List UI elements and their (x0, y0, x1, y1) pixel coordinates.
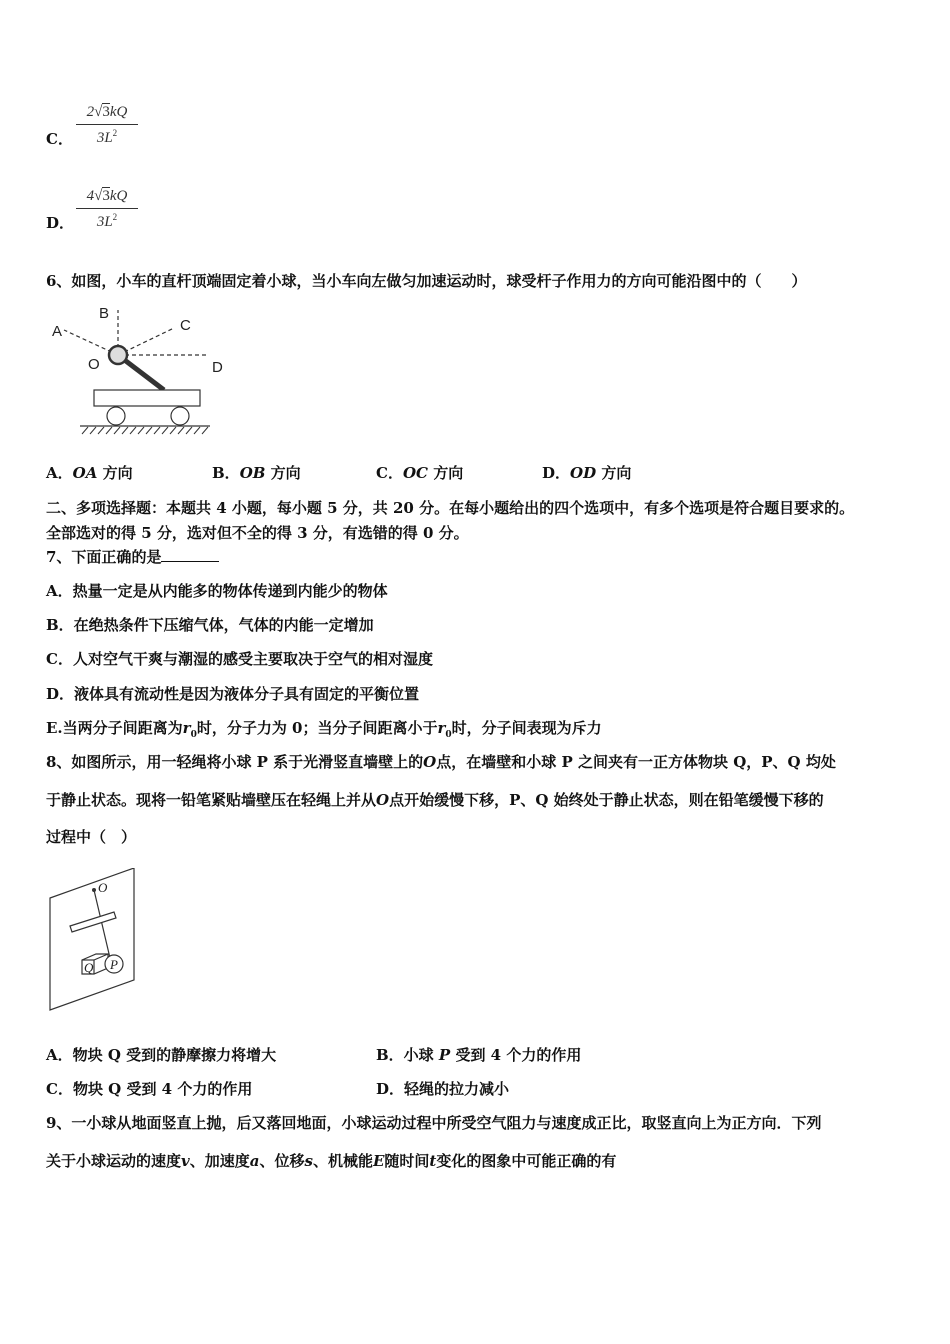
q6-cart-body (94, 390, 200, 406)
q5-c-den: 3L (96, 130, 113, 146)
q8-stem-line1: 8、如图所示，用一轻绳将小球 P 系于光滑竖直墙壁上的O点，在墙壁和小球 P 之间夹有一正方体物块 Q，P、Q 均处 (46, 753, 836, 771)
q6-label-c: C (180, 317, 191, 334)
q5-c-num-coef: 2 (86, 104, 95, 120)
q5-option-c-label: C． (46, 130, 73, 148)
q6-label-b: B (99, 305, 110, 322)
q8-option-d: D．轻绳的拉力减小 (376, 1080, 510, 1098)
q5-d-num-coef: 4 (86, 188, 95, 204)
q8-wall-figure (44, 868, 144, 1018)
q8-label-q: Q (84, 960, 94, 975)
section2-instructions-line1: 二、多项选择题：本题共 4 小题，每小题 5 分，共 20 分。在每小题给出的四个选项中，有多个选项是符合题目要求的。 (46, 499, 855, 517)
q6-ball (109, 346, 127, 364)
q7-option-d: D．液体具有流动性是因为液体分子具有固定的平衡位置 (46, 685, 420, 703)
q7-option-b: B．在绝热条件下压缩气体，气体的内能一定增加 (46, 616, 374, 634)
q6-cart-figure (44, 300, 244, 445)
q6-option-c: C．OC 方向 (376, 464, 464, 482)
q9-stem-line2: 关于小球运动的速度v、加速度a、位移s、机械能E随时间t变化的图象中可能正确的有 (46, 1152, 617, 1170)
q7-option-e: E.当两分子间距离为$r_0$时，分子力为 0；当分子间距离小于$r_0$时，分子间表现为斥力 (46, 719, 602, 740)
q6-wheel-right (171, 407, 189, 425)
q8-stem-line3: 过程中（ ） (46, 828, 137, 846)
q8-option-c: C．物块 Q 受到 4 个力的作用 (46, 1080, 253, 1098)
q9-stem-line1: 9、一小球从地面竖直上抛，后又落回地面，小球运动过程中所受空气阻力与速度成正比，取竖直向上为正方向．下列 (46, 1114, 822, 1132)
q6-option-a: A．OA 方向 (46, 464, 133, 482)
q8-stem-line2: 于静止状态。现将一铅笔紧贴墙壁压在轻绳上并从O点开始缓慢下移，P、Q 始终处于静止状态，则在铅笔缓慢下移的 (46, 791, 824, 809)
q7-answer-blank (161, 547, 219, 562)
q6-stem: 6、如图，小车的直杆顶端固定着小球，当小车向左做匀加速运动时，球受杆子作用力的方向可能沿图中的（ ） (46, 272, 807, 290)
q5-c-den-exp: 2 (112, 128, 118, 138)
q5-d-num-rad: 3 (102, 188, 110, 204)
q5-d-den: 3L (96, 214, 113, 230)
q6-label-a: A (52, 323, 63, 340)
q5-c-num-rad: 3 (102, 104, 110, 120)
q7-option-a: A．热量一定是从内能多的物体传递到内能少的物体 (46, 582, 388, 600)
q7-stem: 7、下面正确的是 (46, 546, 219, 567)
q8-label-o: O (98, 880, 108, 895)
q8-label-p: P (110, 957, 118, 972)
section2-instructions-line2: 全部选对的得 5 分，选对但不全的得 3 分，有选错的得 0 分。 (46, 524, 469, 542)
q5-option-d-label: D． (46, 214, 75, 232)
q6-option-b: B．OB 方向 (212, 464, 301, 482)
q6-label-o: O (88, 356, 100, 373)
q5-d-num-rest: kQ (109, 188, 128, 204)
q6-option-d: D．OD 方向 (542, 464, 632, 482)
q6-label-d: D (212, 359, 223, 376)
q8-wall (50, 868, 134, 1010)
q8-option-b: B．小球 P 受到 4 个力的作用 (376, 1046, 582, 1064)
q5-c-num-rest: kQ (109, 104, 128, 120)
q8-pencil (70, 912, 116, 932)
q7-option-c: C．人对空气干爽与潮湿的感受主要取决于空气的相对湿度 (46, 650, 433, 668)
q5-option-c-fraction: 2√3kQ $3L^2$ (76, 104, 138, 147)
q5-option-d-fraction: 4√3kQ $3L^2$ (76, 188, 138, 231)
q8-option-a: A．物块 Q 受到的静摩擦力将增大 (46, 1046, 277, 1064)
q5-d-den-exp: 2 (112, 212, 118, 222)
q8-point-o (92, 888, 96, 892)
q6-wheel-left (107, 407, 125, 425)
